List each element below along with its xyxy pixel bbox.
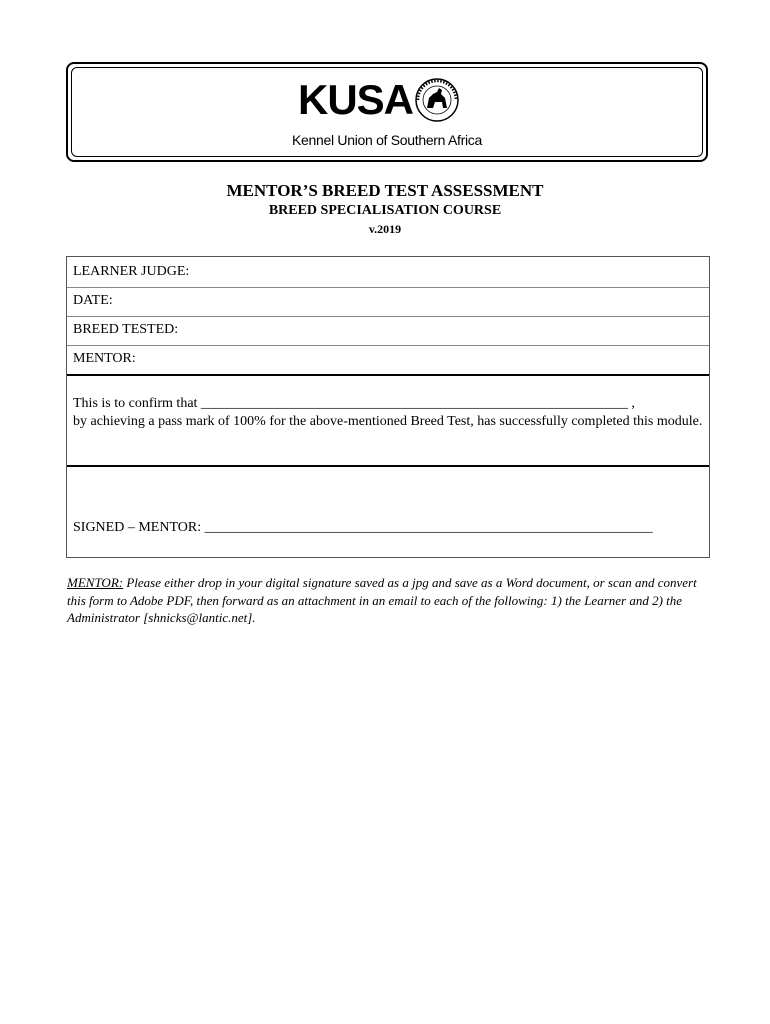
learner-judge-field[interactable]: LEARNER JUDGE: — [73, 264, 190, 279]
logo-text: KUSA — [298, 76, 414, 123]
kusa-logo — [298, 78, 459, 122]
mentor-signature-field[interactable]: SIGNED – MENTOR: ________________________________________________________________ — [73, 520, 653, 535]
mentor-field[interactable]: MENTOR: — [73, 351, 136, 366]
breed-tested-field[interactable]: BREED TESTED: — [73, 322, 179, 337]
row-divider — [67, 465, 709, 467]
header-box — [66, 62, 708, 162]
confirmation-line-2: by achieving a pass mark of 100% for the above-mentioned Breed Test, has successfully completed this module. — [73, 414, 703, 429]
confirmation-text[interactable] — [73, 395, 705, 431]
document-title: MENTOR’S BREED TEST ASSESSMENT — [226, 181, 544, 200]
confirmation-line-1: This is to confirm that _____________________________________________________________ , — [73, 396, 635, 411]
assessment-form — [66, 256, 710, 558]
note-text: Please either drop in your digital signature saved as a jpg and save as a Word document, or scan and convert this form to Adobe PDF, then forward as an attachment in an email to each of the following: 1) the Learner and 2) the Administrator [shnicks@lantic.net]. — [67, 575, 697, 625]
row-divider — [67, 316, 709, 317]
date-field[interactable]: DATE: — [73, 293, 113, 308]
mentor-instructions — [67, 574, 711, 627]
row-divider — [67, 287, 709, 288]
document-subtitle: BREED SPECIALISATION COURSE — [268, 203, 502, 218]
row-divider — [67, 345, 709, 346]
kusa-seal-dog-icon — [415, 78, 459, 122]
note-label: MENTOR: — [67, 575, 124, 590]
document-version: v.2019 — [368, 222, 402, 236]
organisation-name: Kennel Union of Southern Africa — [292, 132, 482, 148]
row-divider — [67, 374, 709, 376]
